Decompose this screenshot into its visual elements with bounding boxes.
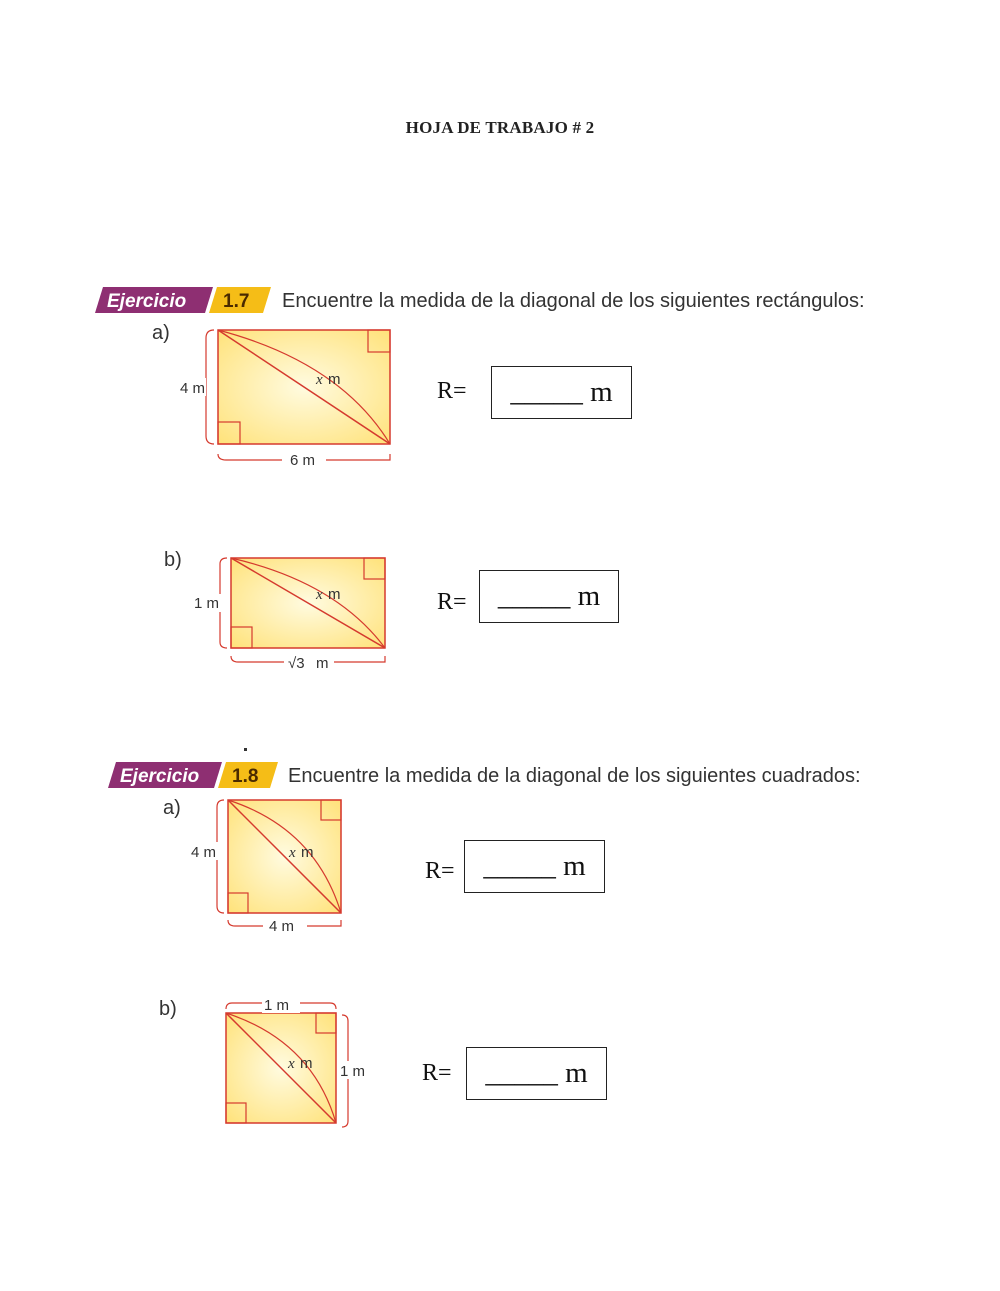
stray-mark	[244, 748, 247, 751]
rectangle-figure-1a	[170, 322, 410, 472]
side-label: 1 m	[340, 1063, 366, 1080]
part-label-a: a)	[163, 797, 181, 819]
top-label: 1 m	[264, 997, 290, 1014]
side-label: 1 m	[194, 595, 220, 612]
exercise-banner-2-graphic	[108, 762, 280, 788]
base-root-label: √3	[288, 655, 305, 672]
diagonal-variable: x	[288, 1056, 295, 1072]
exercise-word: Ejercicio	[120, 766, 200, 787]
answer-placeholder: _____ m	[510, 376, 613, 408]
diagonal-variable: x	[316, 587, 323, 603]
exercise-instruction: Encuentre la medida de la diagonal de los siguientes cuadrados:	[288, 765, 861, 787]
answer-box-2b[interactable]	[466, 1047, 607, 1100]
answer-placeholder: _____ m	[485, 1057, 588, 1089]
page-title: HOJA DE TRABAJO # 2	[405, 118, 595, 137]
answer-placeholder: _____ m	[497, 580, 601, 612]
exercise-number: 1.7	[223, 291, 250, 312]
side-label: 4 m	[191, 844, 217, 861]
exercise-instruction: Encuentre la medida de la diagonal de los siguientes rectángulos:	[282, 290, 865, 312]
base-unit-label: m	[316, 655, 329, 672]
exercise-word: Ejercicio	[107, 291, 187, 312]
exercise-banner-2	[108, 762, 280, 788]
side-brace	[206, 330, 214, 444]
square-figure-2b	[214, 995, 384, 1133]
answer-prefix: R=	[422, 1060, 452, 1086]
part-label-b: b)	[159, 998, 177, 1020]
answer-prefix: R=	[437, 589, 467, 615]
diagonal-unit: m	[300, 1055, 313, 1072]
diagonal-unit: m	[301, 844, 314, 861]
answer-prefix: R=	[425, 858, 455, 884]
exercise-number: 1.8	[232, 766, 259, 787]
answer-box-2a[interactable]	[464, 840, 605, 893]
part-label-b: b)	[164, 549, 182, 571]
square-figure-2a	[185, 796, 355, 938]
diagonal-unit: m	[328, 371, 341, 388]
diagonal-variable: x	[316, 372, 323, 388]
answer-box-1b[interactable]	[479, 570, 619, 623]
base-label: 6 m	[290, 452, 316, 469]
answer-box-1a[interactable]	[491, 366, 632, 419]
part-label-a: a)	[152, 322, 170, 344]
answer-prefix: R=	[437, 378, 467, 404]
rectangle-figure-1b	[186, 552, 396, 674]
exercise-banner-1	[95, 287, 275, 313]
diagonal-unit: m	[328, 586, 341, 603]
diagonal-variable: x	[289, 845, 296, 861]
answer-placeholder: _____ m	[483, 850, 586, 882]
side-label: 4 m	[180, 380, 206, 397]
base-label: 4 m	[269, 918, 295, 935]
exercise-banner-1-graphic	[95, 287, 275, 313]
